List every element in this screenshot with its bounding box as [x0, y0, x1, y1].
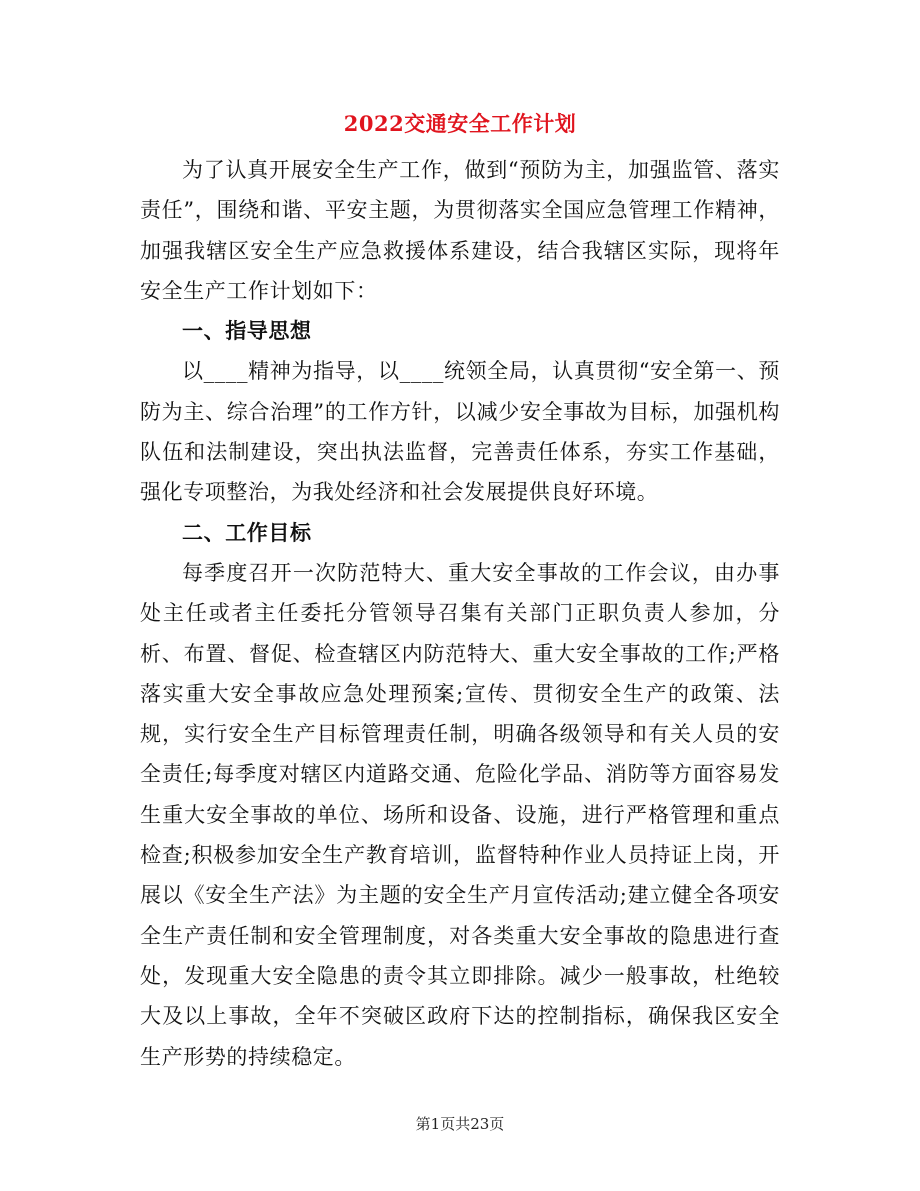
- document-title: 2022交通安全工作计划: [343, 111, 577, 136]
- section-heading-guiding-ideology: 一、指导思想: [182, 318, 312, 344]
- work-goals-paragraph: 每季度召开一次防范特大、重大安全事故的工作会议，由办事处主任或者主任委托分管领导召集有关部门正职负责人参加，分析、布置、督促、检查辖区内防范特大、重大安全事故的工作;严格落实重大安全事故应急处理预案;宣传、贯彻安全生产的政策、法规，实行安全生产目标管理责任制，明确各级领导和有关人员的安全责任;每季度对辖区内道路交通、危险化学品、消防等方面容易发生重大安全事故的单位、场所和设备、设施，进行严格管理和重点检查;积极参加安全生产教育培训，监督特种作业人员持证上岗，开展以《安全生产法》为主题的安全生产月宣传活动;建立健全各项安全生产责任制和安全管理制度，对各类重大安全事故的隐患进行查处，发现重大安全隐患的责令其立即排除。减少一般事故，杜绝较大及以上事故，全年不突破区政府下达的控制指标，确保我区安全生产形势的持续稳定。: [140, 560, 780, 1069]
- guiding-ideology-paragraph: 以____精神为指导，以____统领全局，认真贯彻“安全第一、预防为主、综合治理”的工作方针，以减少安全事故为目标，加强机构队伍和法制建设，突出执法监督，完善责任体系，夯实工作基础，强化专项整治，为我处经济和社会发展提供良好环境。: [140, 359, 780, 505]
- intro-paragraph: 为了认真开展安全生产工作，做到“预防为主，加强监管、落实责任”，围绕和谐、平安主题，为贯彻落实全国应急管理工作精神，加强我辖区安全生产应急救援体系建设，结合我辖区实际，现将年安全生产工作计划如下：: [140, 158, 780, 303]
- document-body: [140, 150, 780, 1077]
- page-number-footer: 第1页共23页: [415, 1115, 505, 1133]
- section-heading-work-goals: 二、工作目标: [182, 519, 312, 545]
